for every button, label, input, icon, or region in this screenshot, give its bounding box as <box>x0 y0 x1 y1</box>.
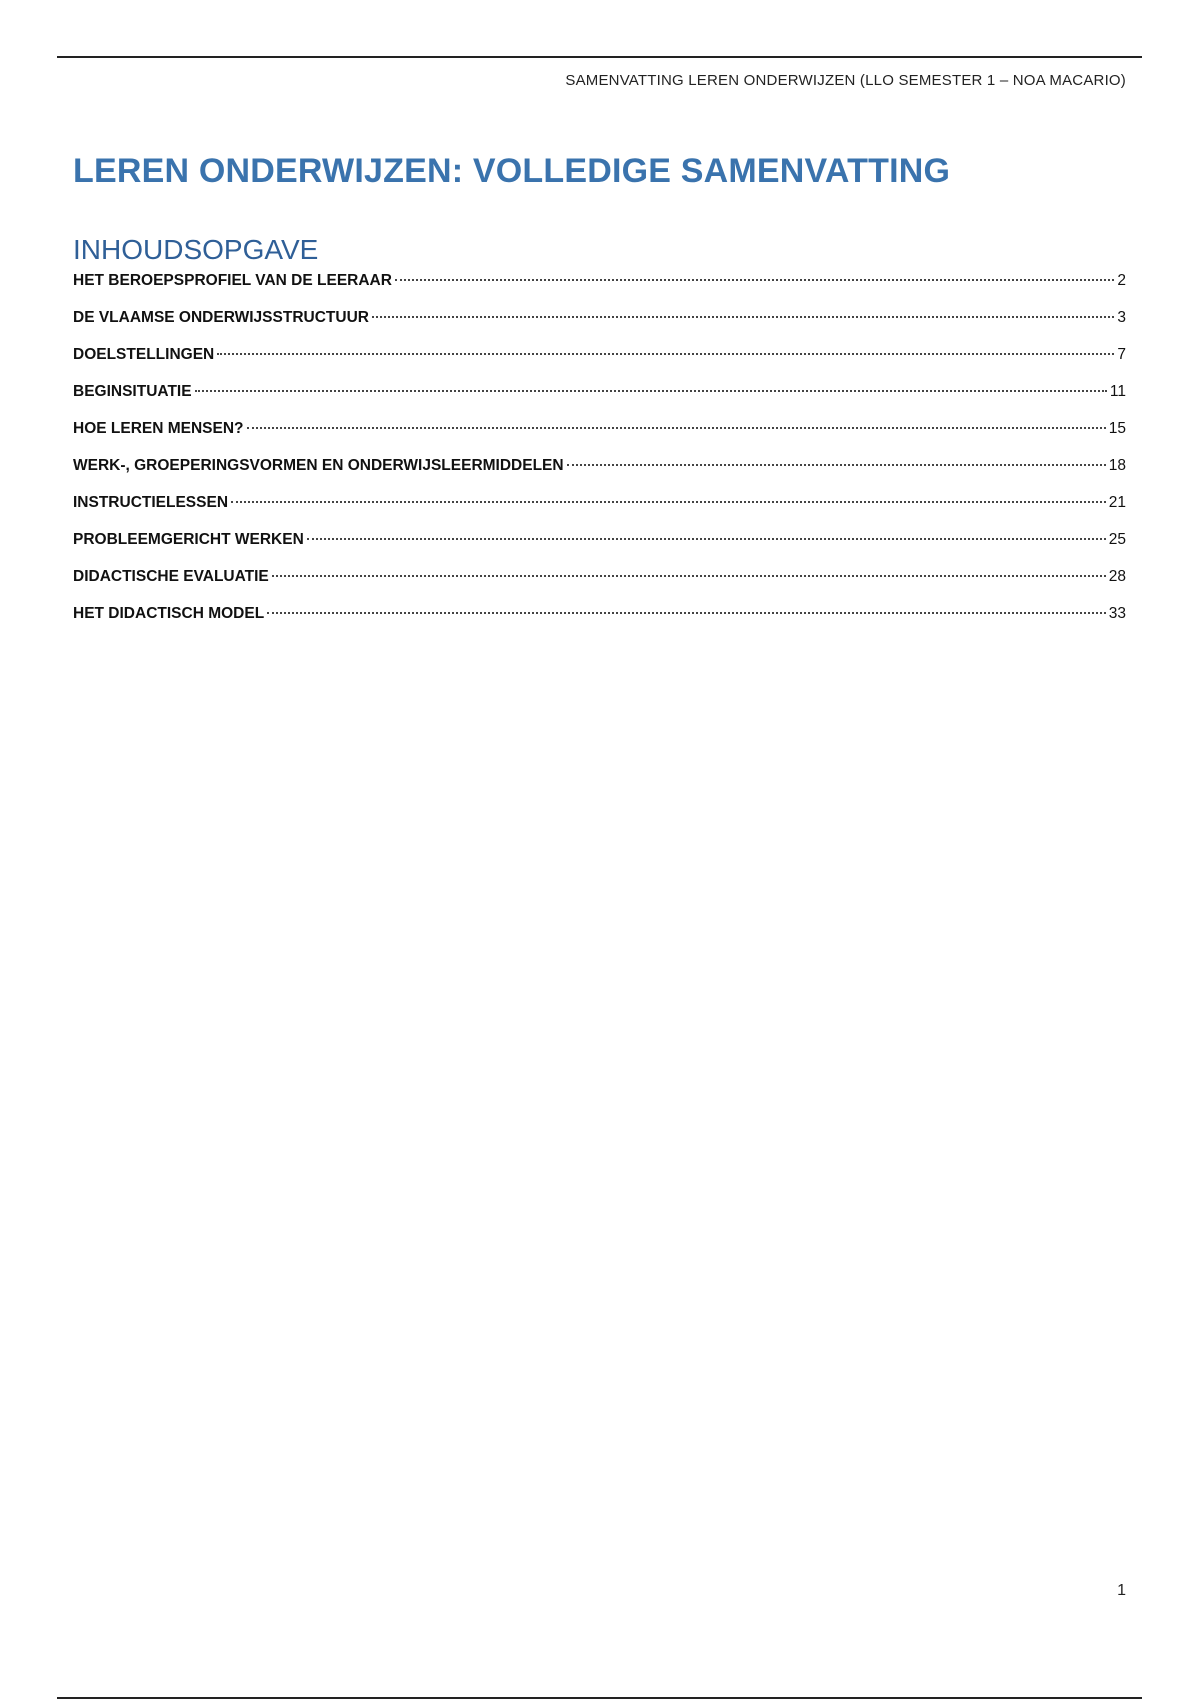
toc-entry[interactable] <box>73 531 1126 568</box>
toc-entry-title: DE VLAAMSE ONDERWIJSSTRUCTUUR <box>73 309 369 326</box>
toc-entry-title: HOE LEREN MENSEN? <box>73 420 244 437</box>
toc-entry-page: 7 <box>1117 346 1126 363</box>
toc-entry-title: WERK-, GROEPERINGSVORMEN EN ONDERWIJSLEERMIDDELEN <box>73 457 564 474</box>
toc-entry-page: 2 <box>1117 272 1126 289</box>
toc-entry-page: 18 <box>1108 457 1126 474</box>
toc-entry[interactable] <box>73 420 1126 457</box>
toc-dot-leader <box>372 316 1114 318</box>
toc-dot-leader <box>217 353 1114 355</box>
toc-entry-title: DOELSTELLINGEN <box>73 346 215 363</box>
header-rule <box>57 56 1142 58</box>
toc-entry-page: 33 <box>1108 605 1126 622</box>
toc-entry[interactable] <box>73 568 1126 605</box>
toc-entry[interactable] <box>73 383 1126 420</box>
table-of-contents <box>73 272 1126 642</box>
toc-dot-leader <box>195 390 1107 392</box>
toc-entry-title: PROBLEEMGERICHT WERKEN <box>73 531 304 548</box>
document-title: LEREN ONDERWIJZEN: VOLLEDIGE SAMENVATTING <box>73 152 951 190</box>
toc-entry[interactable] <box>73 494 1126 531</box>
toc-entry[interactable] <box>73 457 1126 494</box>
toc-entry[interactable] <box>73 272 1126 309</box>
toc-entry-page: 11 <box>1109 383 1126 400</box>
footer-rule <box>57 1697 1142 1699</box>
running-header: SAMENVATTING LEREN ONDERWIJZEN (LLO SEMESTER 1 – NOA MACARIO) <box>565 72 1126 89</box>
toc-dot-leader <box>272 575 1106 577</box>
toc-entry-page: 28 <box>1108 568 1126 585</box>
toc-entry[interactable] <box>73 346 1126 383</box>
toc-entry-title: INSTRUCTIELESSEN <box>73 494 229 511</box>
toc-dot-leader <box>307 538 1106 540</box>
toc-dot-leader <box>247 427 1106 429</box>
toc-dot-leader <box>231 501 1106 503</box>
toc-entry[interactable] <box>73 605 1126 642</box>
toc-entry-page: 25 <box>1108 531 1126 548</box>
page-number: 1 <box>1117 1582 1126 1599</box>
toc-heading: INHOUDSOPGAVE <box>73 234 319 265</box>
toc-entry[interactable] <box>73 309 1126 346</box>
toc-dot-leader <box>395 279 1114 281</box>
toc-entry-title: BEGINSITUATIE <box>73 383 192 400</box>
toc-entry-title: HET DIDACTISCH MODEL <box>73 605 265 622</box>
toc-entry-page: 3 <box>1117 309 1126 326</box>
toc-entry-page: 21 <box>1108 494 1126 511</box>
toc-dot-leader <box>567 464 1106 466</box>
toc-entry-title: DIDACTISCHE EVALUATIE <box>73 568 269 585</box>
toc-entry-title: HET BEROEPSPROFIEL VAN DE LEERAAR <box>73 272 392 289</box>
toc-entry-page: 15 <box>1108 420 1126 437</box>
toc-dot-leader <box>267 612 1106 614</box>
